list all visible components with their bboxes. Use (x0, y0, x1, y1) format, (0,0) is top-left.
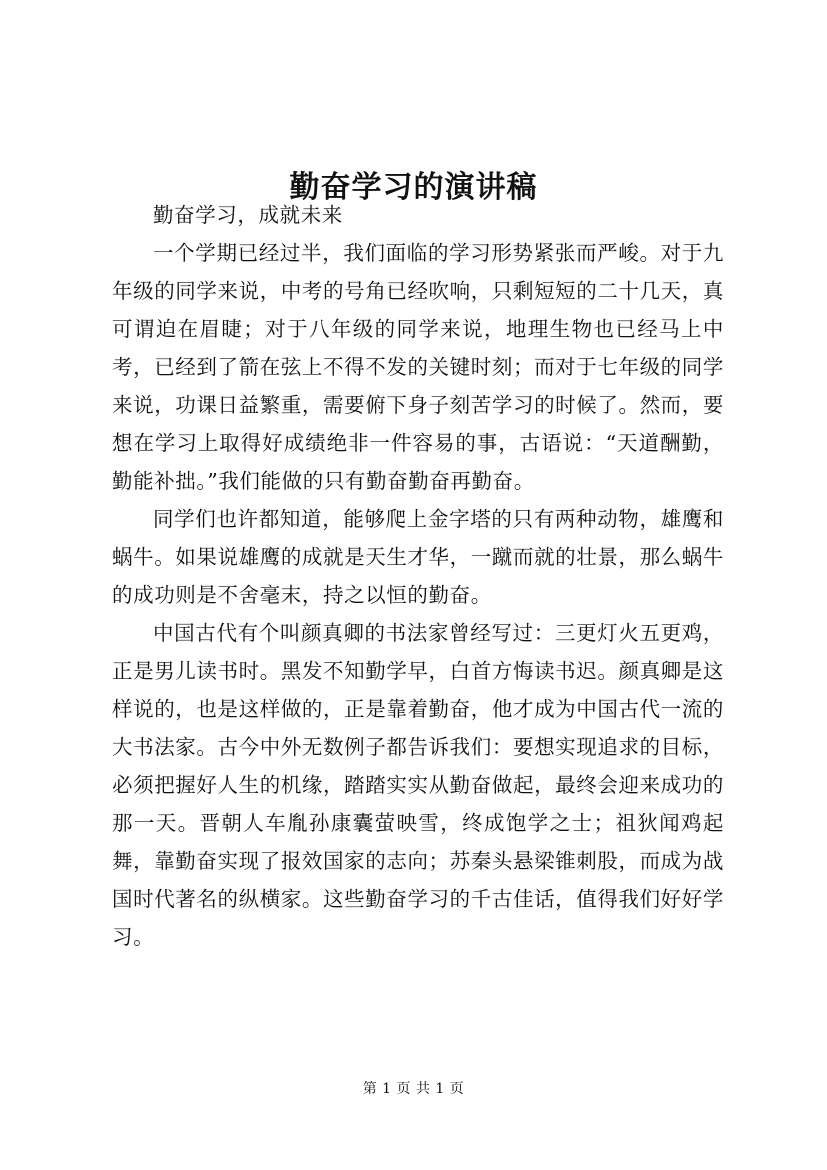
document-body (112, 196, 724, 956)
document-subtitle: 勤奋学习，成就未来 (153, 203, 343, 227)
document-title: 勤奋学习的演讲稿 (289, 170, 538, 206)
paragraph-3: 中国古代有个叫颜真卿的书法家曾经写过：三更灯火五更鸡，正是男儿读书时。黑发不知勤学早，白首方悔读书迟。颜真卿是这样说的，也是这样做的，正是靠着勤奋，他才成为中国古代一流的大书法家。古今中外无数例子都告诉我们：要想实现追求的目标，必须把握好人生的机缘，踏踏实实从勤奋做起，最终会迎来成功的那一天。晋朝人车胤孙康囊萤映雪，终成饱学之士；祖狄闻鸡起舞，靠勤奋实现了报效国家的志向；苏秦头悬梁锥刺股，而成为战国时代著名的纵横家。这些勤奋学习的千古佳话，值得我们好好学习。 (112, 621, 724, 949)
paragraph-1: 一个学期已经过半，我们面临的学习形势紧张而严峻。对于九年级的同学来说，中考的号角已经吹响，只剩短短的二十几天，真可谓迫在眉睫；对于八年级的同学来说，地理生物也已经马上中考，已经到了箭在弦上不得不发的关键时刻；而对于七年级的同学来说，功课日益繁重，需要俯下身子刻苦学习的时候了。然而，要想在学习上取得好成绩绝非一件容易的事，古语说：“天道酬勤，勤能补拙。”我们能做的只有勤奋勤奋再勤奋。 (112, 241, 724, 493)
page-footer: 第 1 页 共 1 页 (362, 1081, 465, 1097)
paragraph-2: 同学们也许都知道，能够爬上金字塔的只有两种动物，雄鹰和蜗牛。如果说雄鹰的成就是天生才华，一蹴而就的壮景，那么蜗牛的成功则是不舍毫末，持之以恒的勤奋。 (112, 507, 724, 607)
